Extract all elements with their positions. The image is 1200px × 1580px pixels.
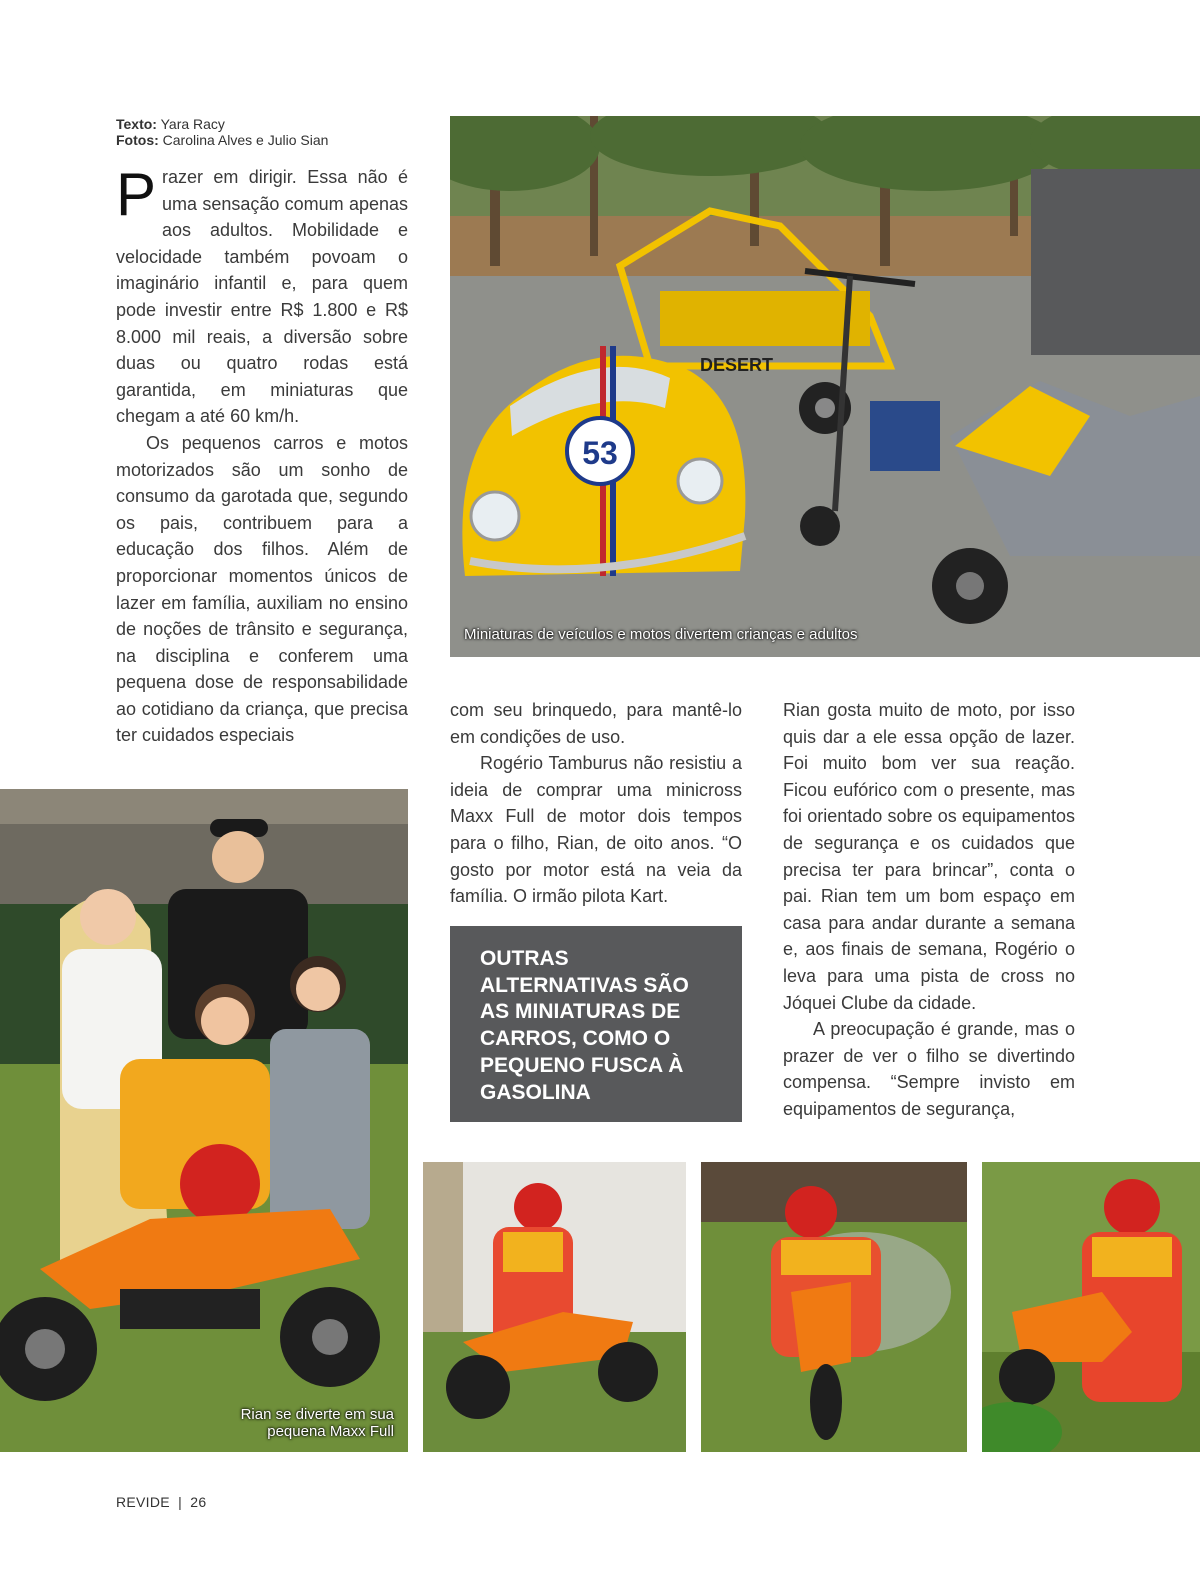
main-photo-caption: Miniaturas de veículos e motos divertem crianças e adultos bbox=[464, 626, 858, 643]
page-number: 26 bbox=[190, 1494, 207, 1510]
riding-illustration-2 bbox=[701, 1162, 967, 1452]
credits bbox=[116, 116, 328, 148]
article-column-3 bbox=[783, 697, 1075, 1123]
paragraph-4: A preocupação é grande, mas o prazer de ver o filho se divertindo compensa. “Sempre invisto em equipamentos de segurança, bbox=[783, 1019, 1075, 1119]
paragraph-3-continued: Rian gosta muito de moto, por isso quis dar a ele essa opção de lazer. Foi muito bom ver sua reação. Ficou eufórico com o presente, mas foi orientado sobre os equipamentos de segurança e os cuidados que precisa ter para brincar”, conta o pai. Rian tem um bom espaço em casa para andar durante a semana e, aos finais de semana, Rogério o leva para uma pista de cross no Jóquei Clube da cidade. bbox=[783, 700, 1075, 1013]
drop-cap: P bbox=[116, 161, 157, 228]
riding-photo-1 bbox=[423, 1162, 686, 1452]
text-credit: Texto: Yara Racy bbox=[116, 116, 225, 132]
family-illustration bbox=[0, 789, 408, 1452]
paragraph-2: Os pequenos carros e motos motorizados são um sonho de consumo da garotada que, segundo os pais, contribuem para a educação dos filhos. Além de proporcionar momentos únicos de lazer em família, auxiliam no ensino de noções de trânsito e segurança, na disciplina e conferem uma pequena dose de responsabilidade ao cotidiano da criança, que precisa ter cuidados especiais bbox=[116, 432, 408, 746]
article-column-1 bbox=[116, 161, 408, 749]
riding-photo-3 bbox=[982, 1162, 1200, 1452]
beetle-number: 53 bbox=[582, 435, 618, 471]
paragraph-1: Prazer em dirigir. Essa não é uma sensação comum apenas aos adultos. Mobilidade e velocidade também povoam o imaginário infantil e, para quem pode investir entre R$ 1.800 e R$ 8.000 mil reais, a diversão sobre duas ou quatro rodas está garantida, em miniaturas que chegam a até 60 km/h. bbox=[116, 161, 408, 427]
paragraph-2-continued: com seu brinquedo, para mantê-lo em condições de uso. bbox=[450, 700, 742, 747]
riding-illustration-1 bbox=[423, 1162, 686, 1452]
riding-photo-2 bbox=[701, 1162, 967, 1452]
magazine-name: REVIDE bbox=[116, 1494, 170, 1510]
article-column-2 bbox=[450, 697, 742, 910]
family-photo bbox=[0, 789, 408, 1452]
page-footer bbox=[116, 1494, 206, 1510]
family-photo-caption: Rian se diverte em sua pequena Maxx Full bbox=[240, 1406, 394, 1440]
paragraph-3: Rogério Tamburus não resistiu a ideia de comprar uma minicross Maxx Full de motor dois tempos para o filho, Rian, de oito anos. “O gosto por motor está na veia da família. O irmão pilota Kart. bbox=[450, 753, 742, 907]
pull-quote: OUTRAS ALTERNATIVAS SÃO AS MINIATURAS DE CARROS, COMO O PEQUENO FUSCA À GASOLINA bbox=[450, 926, 742, 1122]
riding-illustration-3 bbox=[982, 1162, 1200, 1452]
photo-credit: Fotos: Carolina Alves e Julio Sian bbox=[116, 132, 329, 148]
footer-separator: | bbox=[178, 1494, 183, 1510]
decorative-grey-block bbox=[1031, 169, 1200, 355]
buggy-brand: DESERT bbox=[700, 355, 774, 375]
